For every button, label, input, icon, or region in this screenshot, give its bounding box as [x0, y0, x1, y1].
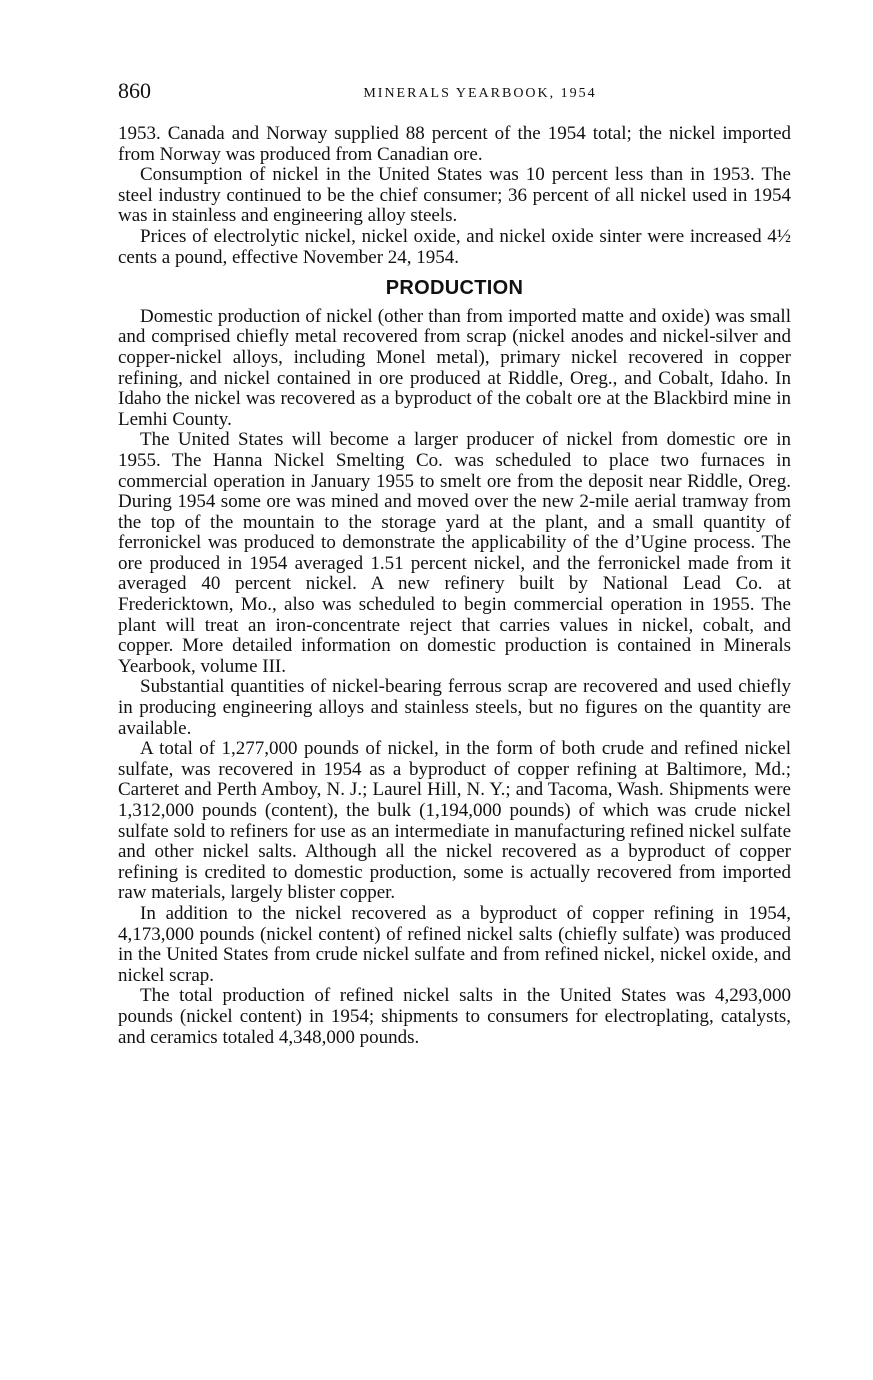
- section-heading: PRODUCTION: [385, 277, 524, 300]
- page-number: 860: [118, 78, 151, 103]
- page-header: [118, 78, 798, 110]
- paragraph: The United States will become a larger producer of nickel from domestic ore in 1955. The Hanna Nickel Smelting Co. was scheduled to place two furnaces in commercial operation in January 1955 to smelt ore from the deposit near Riddle, Oreg. During 1954 some ore was mined and moved over the new 2-mile aerial tramway from the top of the mountain to the storage yard at the plant, and a small quantity of ferronickel was produced to demonstrate the applicability of the d’Ugine process. The ore produced in 1954 averaged 1.51 percent nickel, and the ferronickel made from it averaged 40 percent nickel. A new refinery built by National Lead Co. at Fredericktown, Mo., also was scheduled to begin commercial operation in 1955. The plant will treat an iron-concentrate reject that carries values in nickel, cobalt, and copper. More detailed information on domestic production is contained in Minerals Yearbook, volume III.: [118, 429, 791, 677]
- paragraph: The total production of refined nickel salts in the United States was 4,293,000 pounds (nickel content) in 1954; shipments to consumers for electroplating, catalysts, and ceramics totaled 4,348,000 pounds.: [118, 985, 791, 1048]
- paragraph: Domestic production of nickel (other than from imported matte and oxide) was small and comprised chiefly metal recovered from scrap (nickel anodes and nickel-silver and copper-nickel alloys, including Monel metal), primary nickel recovered in copper refining, and nickel contained in ore produced at Riddle, Oreg., and Cobalt, Idaho. In Idaho the nickel was recovered as a byproduct of the cobalt ore at the Blackbird mine in Lemhi County.: [118, 305, 791, 430]
- body-text: [118, 124, 791, 1048]
- paragraph: A total of 1,277,000 pounds of nickel, in the form of both crude and refined nickel sulfate, was recovered in 1954 as a byproduct of copper refining at Baltimore, Md.; Carteret and Perth Amboy, N. J.; Laurel Hill, N. Y.; and Tacoma, Wash. Shipments were 1,312,000 pounds (content), the bulk (1,194,000 pounds) of which was crude nickel sulfate sold to refiners for use as an intermediate in manufacturing refined nickel sulfate and other nickel salts. Although all the nickel recovered as a byproduct of copper refining is credited to domestic production, some is actually recovered from imported raw materials, largely blister copper.: [118, 738, 791, 904]
- running-head: MINERALS YEARBOOK, 1954: [363, 86, 597, 101]
- paragraph: 1953. Canada and Norway supplied 88 percent of the 1954 total; the nickel imported from Norway was produced from Canadian ore.: [118, 123, 791, 165]
- paragraph: In addition to the nickel recovered as a byproduct of copper refining in 1954, 4,173,000 pounds (nickel content) of refined nickel salts (chiefly sulfate) was produced in the United States from crude nickel sulfate and from refined nickel, nickel oxide, and nickel scrap.: [118, 902, 791, 986]
- paragraph: Consumption of nickel in the United States was 10 percent less than in 1953. The steel industry continued to be the chief consumer; 36 percent of all nickel used in 1954 was in stainless and engineering alloy steels.: [118, 164, 791, 227]
- paragraph: Prices of electrolytic nickel, nickel oxide, and nickel oxide sinter were increased 4½ cents a pound, effective November 24, 1954.: [118, 225, 791, 268]
- paragraph: Substantial quantities of nickel-bearing ferrous scrap are recovered and used chiefly in producing engineering alloys and stainless steels, but no figures on the quantity are available.: [118, 676, 791, 739]
